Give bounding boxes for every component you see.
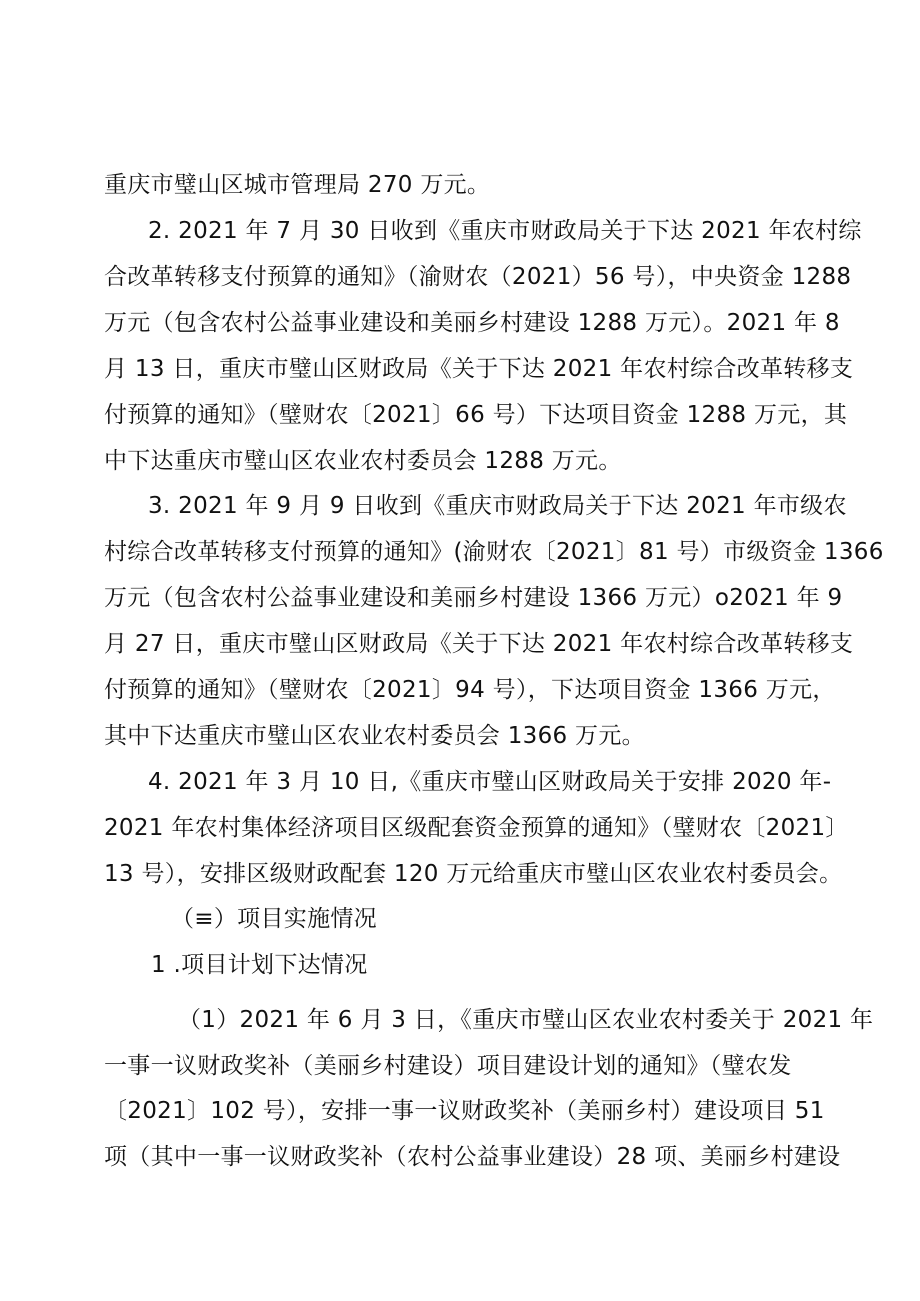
paragraph-line: 万元（包含农村公益事业建设和美丽乡村建设 1366 万元）o2021 年 9 <box>104 585 843 611</box>
paragraph-line: （1）2021 年 6 月 3 日，《重庆市璧山区农业农村委关于 2021 年 <box>178 1007 874 1033</box>
subsection-heading: 1 .项目计划下达情况 <box>151 952 368 978</box>
paragraph-line: 3. 2021 年 9 月 9 日收到《重庆市财政局关于下达 2021 年市级农 <box>148 493 847 519</box>
paragraph-line: 其中下达重庆市璧山区农业农村委员会 1366 万元。 <box>104 723 645 749</box>
paragraph-line: 村综合改革转移支付预算的通知》(渝财农〔2021〕81 号）市级资金 1366 <box>104 539 884 565</box>
paragraph-line: 万元（包含农村公益事业建设和美丽乡村建设 1288 万元）。2021 年 8 <box>104 310 840 336</box>
paragraph-line: 13 号），安排区级财政配套 120 万元给重庆市璧山区农业农村委员会。 <box>104 861 843 887</box>
paragraph-line: 项（其中一事一议财政奖补（农村公益事业建设）28 项、美丽乡村建设 <box>104 1144 841 1170</box>
paragraph-line: 〔2021〕102 号），安排一事一议财政奖补（美丽乡村）建设项目 51 <box>104 1098 825 1124</box>
paragraph-line: 一事一议财政奖补（美丽乡村建设）项目建设计划的通知》（璧农发 <box>104 1053 792 1079</box>
section-heading: （≡）项目实施情况 <box>171 906 377 932</box>
paragraph-line: 月 27 日，重庆市璧山区财政局《关于下达 2021 年农村综合改革转移支 <box>104 631 854 657</box>
paragraph-line: 2. 2021 年 7 月 30 日收到《重庆市财政局关于下达 2021 年农村综 <box>148 218 862 244</box>
paragraph-line: 2021 年农村集体经济项目区级配套资金预算的通知》（璧财农〔2021〕 <box>104 815 849 841</box>
paragraph-line: 付预算的通知》（璧财农〔2021〕66 号）下达项目资金 1288 万元，其 <box>104 402 848 428</box>
paragraph-line: 付预算的通知》（璧财农〔2021〕94 号），下达项目资金 1366 万元， <box>104 677 836 703</box>
paragraph-line: 4. 2021 年 3 月 10 日,《重庆市璧山区财政局关于安排 2020 年- <box>148 769 832 795</box>
paragraph-line: 月 13 日，重庆市璧山区财政局《关于下达 2021 年农村综合改革转移支 <box>104 356 854 382</box>
paragraph-line: 中下达重庆市璧山区农业农村委员会 1288 万元。 <box>104 448 622 474</box>
paragraph-line: 重庆市璧山区城市管理局 270 万元。 <box>104 172 491 198</box>
paragraph-line: 合改革转移支付预算的通知》（渝财农（2021）56 号），中央资金 1288 <box>104 264 852 290</box>
